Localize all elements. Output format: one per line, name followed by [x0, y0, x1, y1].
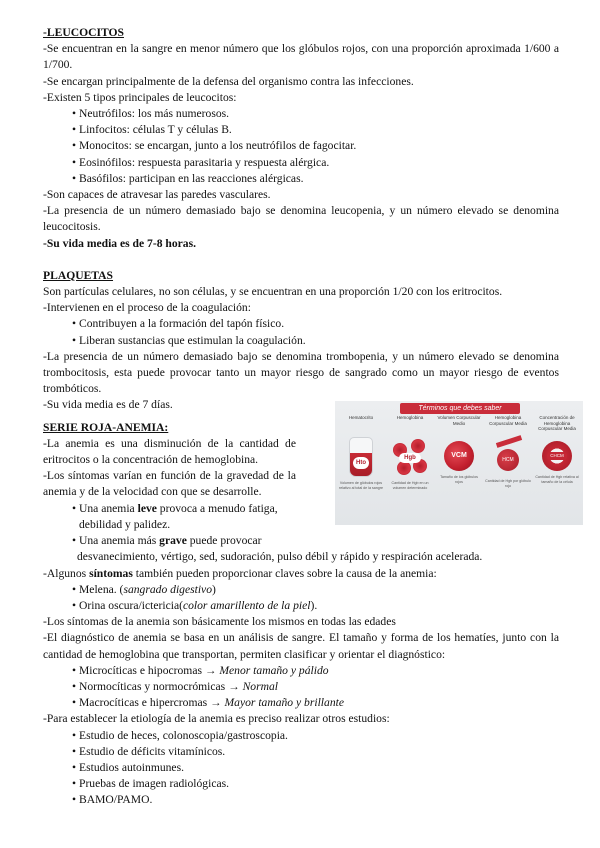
figure-tag: Hto	[353, 457, 369, 469]
list-item: • Una anemia leve provoca a menudo fatiga, debilidad y palidez.	[72, 501, 296, 533]
list-item: • Estudio de heces, colonoscopia/gastroscopia.	[72, 728, 559, 744]
leucocitos-paragraph: -La presencia de un número demasiado bajo se denomina leucopenia, y un número elevado se denomina leucocitosis.	[43, 204, 559, 234]
plaquetas-paragraph: -Intervienen en el proceso de la coagulación:	[43, 301, 251, 315]
list-item: • Liberan sustancias que estimulan la coagulación.	[72, 333, 559, 349]
plaquetas-paragraph: -Su vida media es de 7 días.	[43, 398, 173, 412]
leucocitos-paragraph: -Se encuentran en la sangre en menor número que los glóbulos rojos, con una proporción aproximada 1/600 a 1/700.	[43, 42, 559, 72]
list-item: • Microcíticas e hipocromas → Menor tamaño y pálido	[72, 663, 559, 679]
figure-description: Volumen de glóbulos rojos relativo al total de la sangre	[339, 481, 383, 490]
list-item: • Normocíticas y normocrómicas → Normal	[72, 679, 559, 695]
terminos-figure	[335, 401, 583, 525]
list-item: • Orina oscura/ictericia(color amarillento de la piel).	[72, 598, 559, 614]
figure-label: Hematocrito	[348, 415, 374, 420]
figure-tag: CHCM	[547, 452, 567, 460]
list-item: • BAMO/PAMO.	[72, 792, 559, 808]
plaquetas-paragraph: Son partículas celulares, no son células, y se encuentran en una proporción 1/20 con los eritrocitos.	[43, 285, 503, 299]
figure-description: Cantidad de Hgb en un volumen determinado	[391, 481, 429, 490]
figure-column-chcm	[534, 415, 580, 484]
list-item: • Basófilos: participan en las reacciones alérgicas.	[72, 171, 559, 187]
list-item: • Una anemia más grave puede provocar	[72, 533, 296, 549]
figure-tag: HCM	[497, 449, 519, 471]
list-item: • Linfocitos: células T y células B.	[72, 122, 559, 138]
figure-label: Hemoglobina Corpuscular Media	[489, 415, 527, 426]
list-item: • Contribuyen a la formación del tapón físico.	[72, 316, 559, 332]
blood-vial-icon	[349, 437, 373, 477]
red-cell-ring-icon	[542, 441, 572, 471]
plaquetas-paragraph: -La presencia de un número demasiado bajo se denomina trombopenia, y un número elevado se denomina trombocitosis, esta puede provocar tanto un mayor riesgo de sangrado como un mayor riesgo de eventos trombóticos.	[43, 349, 559, 396]
anemia-estudios-list	[43, 728, 559, 809]
red-cell-icon: VCM	[444, 441, 474, 471]
list-item: • Melena. (sangrado digestivo)	[72, 582, 559, 598]
figure-label: Concentración de Hemoglobina Corpuscular Media	[538, 415, 576, 431]
red-cell-weight-icon	[494, 437, 522, 475]
figure-description: Cantidad de Hgb por glóbulo rojo	[485, 479, 531, 488]
anemia-paragraph: -Los síntomas varían en función de la gravedad de la anemia y de la velocidad con que se desarrolle.	[43, 469, 296, 499]
figure-column-hematocrito	[338, 415, 384, 490]
list-item: • Estudios autoinmunes.	[72, 760, 559, 776]
anemia-grave-continuation: desvanecimiento, vértigo, sed, sudoración, pulso débil y rápido y respiración acelerada.	[77, 550, 483, 564]
list-item: • Macrocíticas e hipercromas → Mayor tamaño y brillante	[72, 695, 559, 711]
anemia-paragraph: -Los síntomas de la anemia son básicamente los mismos en todas las edades	[43, 615, 396, 629]
anemia-title: SERIE ROJA-ANEMIA:	[43, 420, 169, 434]
list-item: • Monocitos: se encargan, junto a los neutrófilos de fagocitar.	[72, 138, 559, 154]
anemia-diagnostico-list	[43, 663, 559, 712]
leucocitos-title: -LEUCOCITOS	[43, 26, 124, 39]
anemia-severity-list	[43, 501, 296, 550]
figure-column-hemoglobina	[387, 415, 433, 490]
anemia-paragraph: -Para establecer la etiología de la anemia es preciso realizar otros estudios:	[43, 712, 390, 726]
plaquetas-list	[43, 316, 559, 348]
figure-column-hcm	[485, 415, 531, 488]
figure-column-vcm	[436, 415, 482, 484]
list-item: • Estudio de déficits vitamínicos.	[72, 744, 559, 760]
leucocitos-paragraph: -Existen 5 tipos principales de leucocitos:	[43, 90, 237, 104]
list-item: • Neutrófilos: los más numerosos.	[72, 106, 559, 122]
list-item: • Pruebas de imagen radiológicas.	[72, 776, 559, 792]
figure-tag: Hgb	[399, 453, 421, 463]
figure-banner: Términos que debes saber	[400, 403, 520, 414]
anemia-sintomas-list	[43, 582, 559, 614]
figure-description: Cantidad de Hgb relativa al tamaño de la célula	[535, 475, 579, 484]
leucocitos-list	[43, 106, 559, 187]
leucocitos-vida-media: -Su vida media es de 7-8 horas.	[43, 236, 196, 250]
anemia-paragraph: -La anemia es una disminución de la cantidad de eritrocitos o la concentración de hemoglobina.	[43, 436, 296, 467]
figure-description: Tamaño de los glóbulos rojos	[440, 475, 478, 484]
leucocitos-paragraph: -Son capaces de atravesar las paredes vasculares.	[43, 188, 271, 202]
list-item: • Eosinófilos: respuesta parasitaria y respuesta alérgica.	[72, 155, 559, 171]
leucocitos-paragraph: -Se encargan principalmente de la defensa del organismo contra las infecciones.	[43, 74, 414, 88]
anemia-intro-block	[43, 420, 296, 550]
anemia-paragraph: -El diagnóstico de anemia se basa en un análisis de sangre. El tamaño y forma de los hematíes, junto con la cantidad de hemoglobina que transportan, permiten clasificar y orientar el diagnóstico:	[43, 631, 559, 661]
figure-label: Hemoglobina	[396, 415, 424, 420]
figure-label: Volumen Corpuscular Medio	[437, 415, 481, 426]
plaquetas-title: PLAQUETAS	[43, 268, 114, 282]
red-cells-icon	[393, 439, 427, 477]
anemia-paragraph: -Algunos síntomas también pueden proporcionar claves sobre la causa de la anemia:	[43, 566, 437, 580]
